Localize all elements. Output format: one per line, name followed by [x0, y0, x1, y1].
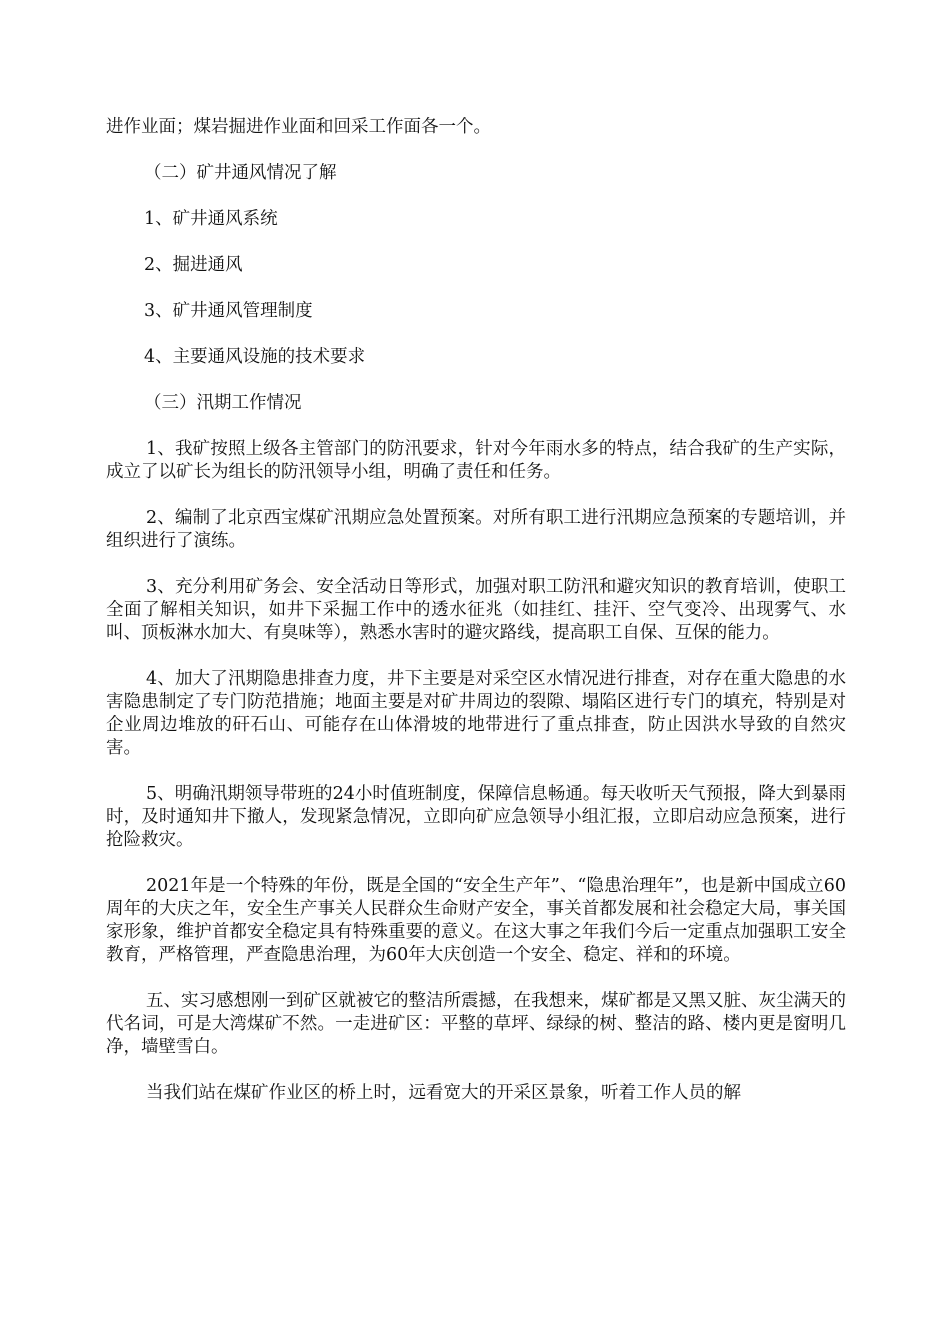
list-item-ventilation-management: 3、矿井通风管理制度 — [144, 301, 313, 321]
paragraph-flood-2: 2、编制了北京西宝煤矿汛期应急处置预案。对所有职工进行汛期应急预案的专题培训，并组织进行了演练。 — [106, 508, 846, 551]
list-item-excavation-ventilation: 2、掘进通风 — [144, 255, 243, 275]
section-heading-flood-season: （三）汛期工作情况 — [144, 393, 302, 413]
paragraph-flood-5: 5、明确汛期领导带班的24小时值班制度，保障信息畅通。每天收听天气预报，降大到暴雨时，及时通知井下撤人，发现紧急情况，立即向矿应急领导小组汇报，立即启动应急预案，进行抢险救灾。 — [106, 784, 846, 850]
paragraph-continuation: 进作业面；煤岩掘进作业面和回采工作面各一个。 — [106, 117, 491, 137]
paragraph-flood-4: 4、加大了汛期隐患排查力度，井下主要是对采空区水情况进行排查，对存在重大隐患的水害隐患制定了专门防范措施；地面主要是对矿井周边的裂隙、塌陷区进行专门的填充，特别是对企业周边堆放的矸石山、可能存在山体滑坡的地带进行了重点排查，防止因洪水导致的自然灾害。 — [106, 669, 846, 758]
paragraph-bridge: 当我们站在煤矿作业区的桥上时，远看宽大的开采区景象，听着工作人员的解 — [146, 1083, 741, 1103]
paragraph-impressions: 五、实习感想刚一到矿区就被它的整洁所震撼，在我想来，煤矿都是又黑又脏、灰尘满天的代名词，可是大湾煤矿不然。一走进矿区：平整的草坪、绿绿的树、整洁的路、楼内更是窗明几净，墙壁雪白。 — [106, 991, 846, 1057]
paragraph-flood-1: 1、我矿按照上级各主管部门的防汛要求，针对今年雨水多的特点，结合我矿的生产实际，成立了以矿长为组长的防汛领导小组，明确了责任和任务。 — [106, 439, 846, 482]
list-item-ventilation-system: 1、矿井通风系统 — [144, 209, 278, 229]
paragraph-flood-3: 3、充分利用矿务会、安全活动日等形式，加强对职工防汛和避灾知识的教育培训，使职工全面了解相关知识，如井下采掘工作中的透水征兆（如挂红、挂汗、空气变冷、出现雾气、水叫、顶板淋水加大、有臭味等），熟悉水害时的避灾路线，提高职工自保、互保的能力。 — [106, 577, 846, 643]
document-page — [106, 116, 846, 1128]
section-heading-ventilation: （二）矿井通风情况了解 — [144, 163, 337, 183]
list-item-ventilation-facilities: 4、主要通风设施的技术要求 — [144, 347, 366, 367]
paragraph-2021: 2021年是一个特殊的年份，既是全国的“安全生产年”、“隐患治理年”，也是新中国成立60周年的大庆之年，安全生产事关人民群众生命财产安全，事关首都发展和社会稳定大局，事关国家形象，维护首都安全稳定具有特殊重要的意义。在这大事之年我们今后一定重点加强职工安全教育，严格管理，严查隐患治理，为60年大庆创造一个安全、稳定、祥和的环境。 — [106, 876, 846, 965]
